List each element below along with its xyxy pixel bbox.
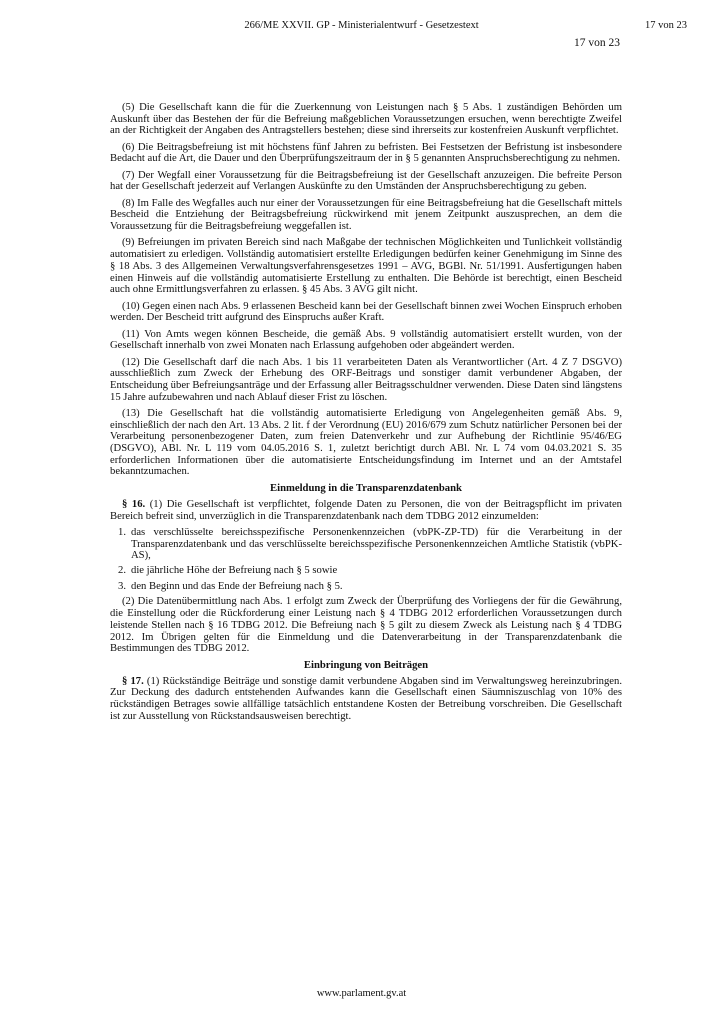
- paragraph-13: (13) Die Gesellschaft hat die vollständig automatisierte Erledigung von Angelegenheiten gemäß Abs. 9, einschließlich der nach den Art. 13 Abs. 2 lit. f der Verordnung (EU) 2016/679 zum Schutz natürlicher Personen bei der Verarbeitung personenbezogener Daten, zum freien Datenverkehr und zur Aufhebung der Richtlinie 95/46/EG (DSGVO), ABl. Nr. L 119 vom 04.05.2016 S. 1, zuletzt berichtigt durch ABl. Nr. L 74 vom 04.03.2021 S. 35 erforderlichen Informationen über die automatisierte Entscheidungsfindung im Internet und an der Amtstafel bekanntzumachen.: [110, 407, 622, 478]
- document-body: [110, 102, 622, 727]
- section-text: (1) Rückständige Beiträge und sonstige damit verbundene Abgaben sind im Verwaltungsweg hereinzubringen. Zur Deckung des dadurch entstehenden Aufwandes kann die Gesellschaft einen Säumniszuschlag von 10% des rückständigen Betrages sowie allfällige tatsächlich entstandene Kosten der Betreibung vorschreiben. Die Gesellschaft ist zur Ausstellung von Rückstandsausweisen berechtigt.: [110, 675, 623, 722]
- paragraph-12: (12) Die Gesellschaft darf die nach Abs. 1 bis 11 verarbeiteten Daten als Verantwortlicher (Art. 4 Z 7 DSGVO) ausschließlich zum Zweck der Erhebung des ORF-Beitrags und sonstiger damit verbundener Abgaben, der Entscheidung über Befreiungsanträge und der Erfassung aller Beitragsschuldner verwenden. Diese Daten sind längstens 15 Jahre aufzubewahren und nach Ablauf dieser Frist zu löschen.: [110, 356, 622, 403]
- list-item: [110, 565, 622, 577]
- section-16-paragraph-1: [110, 499, 622, 522]
- header-page-number: 17 von 23: [645, 20, 687, 31]
- list-text: den Beginn und das Ende der Befreiung nach § 5.: [131, 580, 343, 592]
- document-title: 266/ME XXVII. GP - Ministerialentwurf - Gesetzestext: [244, 20, 479, 31]
- footer-url: www.parlament.gv.at: [316, 988, 407, 999]
- section-text: (1) Die Gesellschaft ist verpflichtet, folgende Daten zu Personen, die von der Beitragspflicht im privaten Bereich befreit sind, unverzüglich in die Transparenzdatenbank nach dem TDBG 2012 einzumelden:: [110, 498, 622, 522]
- data-list: [110, 527, 622, 592]
- section-heading: Einbringung von Beiträgen: [303, 659, 429, 671]
- page-header: [0, 20, 723, 34]
- section-label: § 17.: [122, 675, 144, 687]
- section-heading: Einmeldung in die Transparenzdatenbank: [270, 482, 462, 494]
- paragraph-7: (7) Der Wegfall einer Voraussetzung für die Beitragsbefreiung ist der Gesellschaft anzuzeigen. Die befreite Person hat der Gesellschaft jederzeit auf Verlangen Auskünfte zu den Umständen der Anspruchsberechtigung zu geben.: [110, 169, 622, 193]
- paragraph-8: (8) Im Falle des Wegfalles auch nur einer der Voraussetzungen für eine Beitragsbefreiung hat die Gesellschaft mittels Bescheid die Entziehung der Beitragsbefreiung rückwirkend mit jenem Zeitpunkt auszusprechen, an dem die Voraussetzung für die Beitragsbefreiung weggefallen ist.: [110, 197, 622, 233]
- list-item: [110, 581, 622, 593]
- page-number: 17 von 23: [574, 37, 620, 49]
- list-text: das verschlüsselte bereichsspezifische Personenkennzeichen (vbPK-ZP-TD) für die Verarbeitung in der Transparenzdatenbank und das verschlüsselte bereichsspezifische Personenkennzeichen Amtliche Statistik (vbPK-AS),: [131, 526, 622, 562]
- list-number: 3.: [118, 580, 126, 592]
- section-label: § 16.: [122, 498, 146, 510]
- list-number: 1.: [118, 526, 126, 538]
- section-17-paragraph-1: [110, 676, 622, 723]
- paragraph-6: (6) Die Beitragsbefreiung ist mit höchstens fünf Jahren zu befristen. Bei Festsetzen der Befristung ist insbesondere Bedacht auf die Art, die Dauer und den Überprüfungszeitraum der in § 5 genannten Anspruchsberechtigung zu nehmen.: [110, 141, 622, 165]
- paragraph-11: (11) Von Amts wegen können Bescheide, die gemäß Abs. 9 vollständig automatisiert erstellt wurden, von der Gesellschaft innerhalb von zwei Monaten nach Erlassung aufgehoben oder abgeändert werden.: [110, 328, 622, 352]
- list-item: [110, 527, 622, 562]
- section-16-paragraph-2: (2) Die Datenübermittlung nach Abs. 1 erfolgt zum Zweck der Überprüfung des Vorliegens der für die Gewährung, die Einstellung oder die Rückforderung einer Leistung nach § 4 TDBG 2012 erforderlichen Voraussetzungen durch leistende Stellen nach § 16 TDBG 2012. Die Befreiung nach § 5 gilt zu diesem Zweck als Leistung nach § 4 TDBG 2012. Im Übrigen gelten für die Einmeldung und die Datenverarbeitung in der Transparenzdatenbank die Bestimmungen des TDBG 2012.: [110, 596, 622, 655]
- paragraph-5: (5) Die Gesellschaft kann die für die Zuerkennung von Leistungen nach § 5 Abs. 1 zuständigen Behörden um Auskunft über das Bestehen der für die Befreiung maßgeblichen Voraussetzungen ersuchen, wenn berechtigte Zweifel an der Richtigkeit der Angaben des Antragstellers bestehen; diese sind ihrerseits zur kostenfreien Auskunft verpflichtet.: [110, 102, 622, 137]
- paragraph-9: (9) Befreiungen im privaten Bereich sind nach Maßgabe der technischen Möglichkeiten und Tunlichkeit vollständig automatisiert zu erledigen. Vollständig automatisiert erstellte Erledigungen bedürfen keiner Genehmigung im Sinne des § 18 Abs. 3 des Allgemeinen Verwaltungsverfahrensgesetzes 1991 – AVG, BGBl. Nr. 51/1991. Ausfertigungen haben einen Hinweis auf die vollständig automatisierte Erstellung zu enthalten. Die Behörde ist berechtigt, einen Bescheid auch ohne Ermittlungsverfahren zu erlassen. § 45 Abs. 3 AVG gilt nicht.: [110, 237, 622, 296]
- list-text: die jährliche Höhe der Befreiung nach § 5 sowie: [131, 565, 338, 577]
- paragraph-10: (10) Gegen einen nach Abs. 9 erlassenen Bescheid kann bei der Gesellschaft binnen zwei Wochen Einspruch erhoben werden. Der Bescheid tritt aufgrund des Einspruchs außer Kraft.: [110, 300, 622, 324]
- list-number: 2.: [118, 565, 126, 577]
